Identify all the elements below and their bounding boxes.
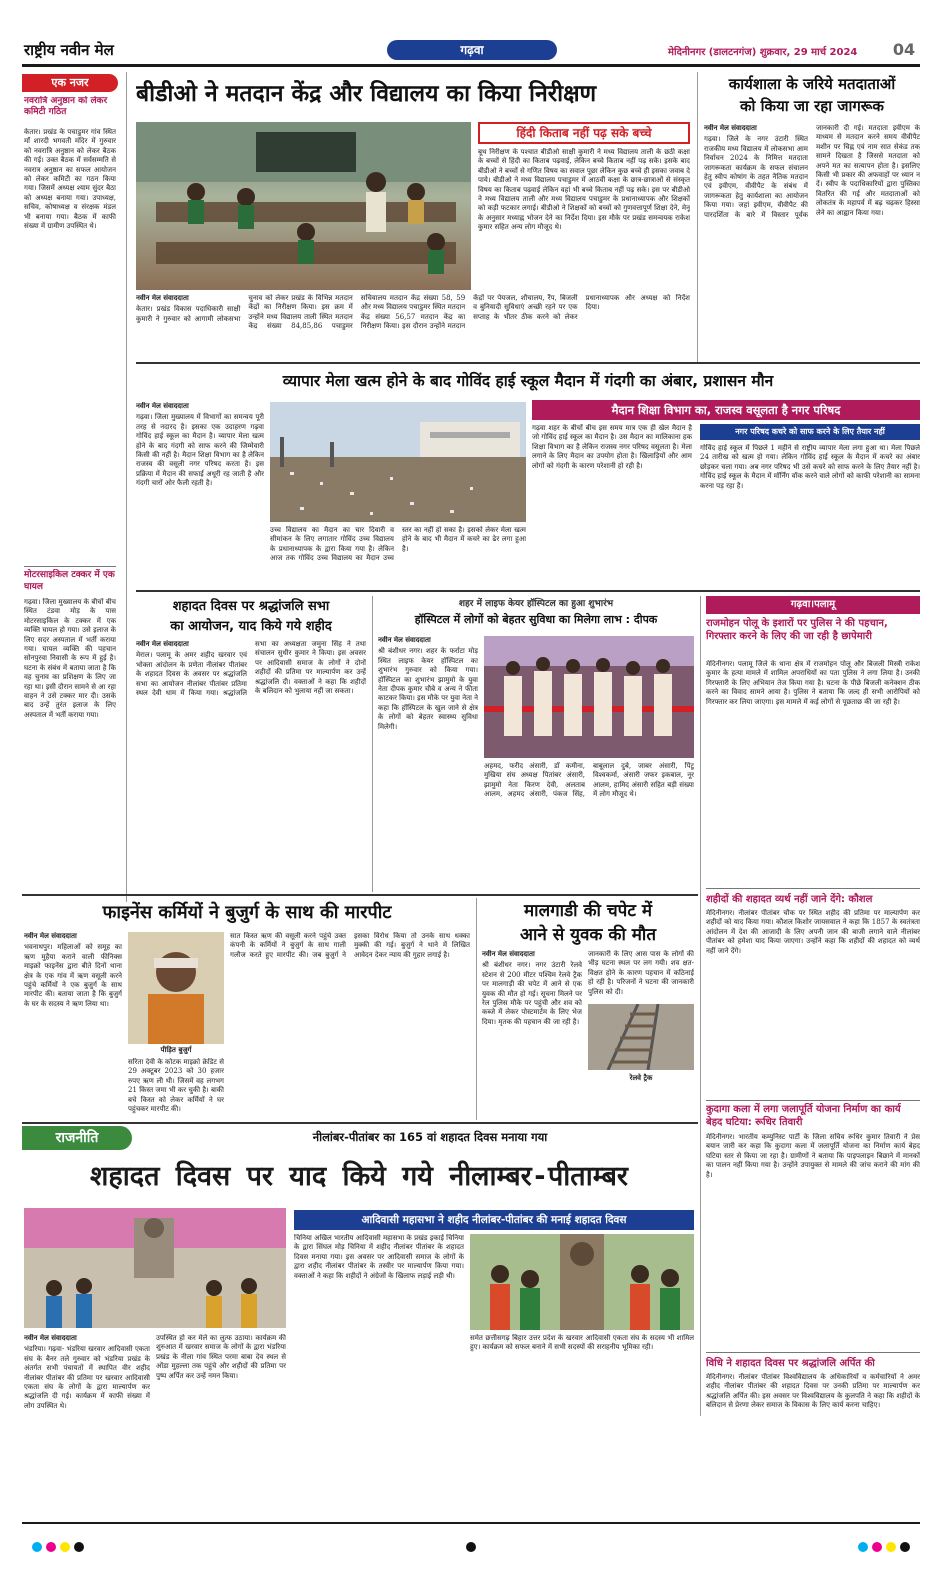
black-mark-right bbox=[900, 1542, 910, 1552]
ek-nazar-story2-title: मोटरसाइकिल टक्कर में एक घायल bbox=[24, 570, 115, 592]
malgadi-photo bbox=[588, 1004, 694, 1070]
section-tab bbox=[387, 40, 557, 60]
rajniti-subheadline: आदिवासी महासभा ने शहीद नीलांबर-पीतांबर की मनाई शहादत दिवस bbox=[361, 1214, 627, 1226]
date-line: मेदिनीनगर (डालटनगंज) शुक्रवार, 29 मार्च 2024 bbox=[668, 47, 858, 58]
finance-dateline: नवीन मेल संवाददाता bbox=[24, 932, 77, 940]
ek-nazar-divider bbox=[24, 566, 116, 567]
ek-nazar-label: एक नजर bbox=[22, 74, 118, 92]
rajniti-dateline: नवीन मेल संवाददाता bbox=[24, 1334, 77, 1342]
mela-callout-bar bbox=[700, 424, 920, 440]
finance-headline: फाइनेंस कर्मियों ने बुजुर्ग के साथ की मारपीट bbox=[102, 902, 392, 923]
malgadi-body-right: जानकारी के लिए आस पास के लोगों की भीड़ घटना स्थल पर लग गयी। शव क्षत-विक्षत होने के कारण पहचान में कठिनाई हो रही है। परिजनों ने घटना की जानकारी पुलिस को दी। bbox=[588, 950, 694, 996]
rajniti-body-right2: समेत छत्तीसगढ़ बिहार उत्तर प्रदेश के खरवार आदिवासी एकता संघ के सदस्य भी शामिल हुए। कार्यक्रम को सफल बनाने में सभी सदस्यों की सराहनीय भूमिका रही। bbox=[470, 1334, 694, 1352]
rajniti-body-mid: उपस्थित हो कर मेले का लुत्फ उठाया। कार्यक्रम की शुरुआत में खरवार समाज के लोगों के द्वारा भंडरिया प्रखंड के नीला गांव स्थित परमा बाबा देव स्थल से ओंडा मुहल्ला तक पहुंचे और शहीदों की प्रतिमा पर पुष्प अर्पित कर उन्हें नमन किया। bbox=[156, 1334, 286, 1380]
sabha-dateline: नवीन मेल संवाददाता bbox=[136, 640, 189, 648]
finance-rule bbox=[476, 898, 477, 1120]
mela-photo bbox=[270, 402, 526, 522]
bdo-photo bbox=[136, 122, 471, 290]
malgadi-caption: रेलवे ट्रैक bbox=[629, 1074, 653, 1082]
mela-headline: व्यापार मेला खत्म होने के बाद गोविंद हाई स्कूल मैदान में गंदगी का अंबार, प्रशासन मौन bbox=[282, 372, 774, 390]
garhwa-palamu-label-bar bbox=[706, 596, 920, 614]
rajniti-photo-right bbox=[470, 1234, 694, 1330]
rajniti-label: राजनीति bbox=[22, 1126, 132, 1150]
ground-image bbox=[270, 402, 526, 522]
bdo-col1: केतार। प्रखंड विकास पदाधिकारी साक्षी कुमारी ने गुरुवार को आगामी लोकसभा चुनाव को लेकर प्रखंड के विभिन्न मतदान केंद्रों का निरीक्षण किया। इस क्रम में उन्होंने मध्य विद्यालय ताली स्थित मतदान केंद्र संख्या 84,85,86 पचाडुमर सचिवालय मतदान केंद्र संख्या 58, 59 और मध्य विद्यालय पचाडुमर स्थित मतदान केंद्र संख्या 56,57 मतदान केंद्र का निरीक्षण किया। इस दौरान उन्होंने मतदान केंद्रों पर पेयजल, शौचालय, रैंप, बिजली व बुनियादी सुविधाएं अच्छी रहने पर एक सप्ताह के भीतर ठीक करने को लेकर प्रधानाध्यापक और अध्यक्ष को निर्देश दिया। bbox=[136, 294, 690, 331]
ek-nazar-story2-body: गढ़वा। जिला मुख्यालय के बीचों बीच स्थित टंडवा मोड़ के पास मोटरसाइकिल के टक्कर में एक व्यक्ति घायल हो गया। उसे इलाज के लिए सदर अस्पताल में भर्ती कराया गया। घायल व्यक्ति की पहचान सोनपुरवा निवासी के रूप में हुई है। घटना के संबंध में बताया जाता है कि वह चुनाव का प्रशिक्षण के लिए जा रहा था। इसी दौरान सामने से आ रहा वाहन ने उसे टक्कर मार दी। उसके बाद उन्हें तुरंत इलाज के लिए अस्पताल में भर्ती कराया गया। bbox=[24, 598, 116, 719]
mela-col3: गढ़वा शहर के बीचों बीच इस समय मात्र एक ही खेल मैदान है जो गोविंद हाई स्कूल का मैदान है। उस मैदान का मालिकाना हक शिक्षा विभाग का है लेकिन राजस्व नगर परिषद वसूलता है। मेला लगाने के लिए मैदान का उपयोग होता है। खिलाड़ियों और आम लोगों को गंदगी के कारण परेशानी हो रही है। bbox=[532, 424, 692, 470]
hospital-body-right: अहमद, फरीद अंसारी, डॉ कमीना, मुखिया संघ अध्यक्ष पितांबर अंसारी, झामुमो नेता किरण देवी, अलताब आलम, अहमद अंसारी, पंकज सिंह, बाबूलाल दुबे, जाबर अंसारी, पिंटू विश्वकर्मा, अंसारी जफर इकबाल, नूर आलम, हामिद अंसारी सहित बड़ी संख्या में लोग मौजूद थे। bbox=[484, 762, 694, 799]
sabha-headline-1: शहादत दिवस पर श्रद्धांजलि सभा bbox=[172, 599, 330, 614]
statue-garland-image bbox=[470, 1234, 694, 1330]
sabha-body: मेराल। पलामू के अमर शहीद खरवार एवं भोक्ता आंदोलन के प्रणेता नीलांबर पीतांबर के शहादत दिवस के अवसर पर श्रद्धांजलि सभा का आयोजन नीलांबर पीतांबर प्रतिमा स्थल देवी धाम में किया गया। श्रद्धांजलि सभा का अध्यक्षता जमुना सिंह ने तथा संचालन सुधीर कुमार ने किया। इस अवसर पर आदिवासी समाज के लोगों ने दोनों शहीदों की प्रतिमा पर माल्यार्पण कर उन्हें श्रद्धांजलि दी। वक्ताओं ने कहा कि शहीदों के बलिदान को भुलाया नहीं जा सकता। bbox=[136, 640, 366, 698]
palamu-story1-body: मेदिनीनगर। पलामू जिले के थाना क्षेत्र में राजमोहन पोलू और बिजली मिस्त्री राकेश कुमार के हत्या मामले में शामिल अपराधियों का पता पुलिस ने लगा लिया है। उनकी गिरफ्तारी के लिए अभियान तेज किया गया है। घटना के पीछे बिजली कनेक्शन ठीक करने का विवाद सामने आया है। पुलिस ने बताया कि जल्द ही सभी आरोपियों को गिरफ्तार कर लिया जाएगा। इस मामले में कई लोगों से पूछताछ की जा रही है। bbox=[706, 660, 920, 706]
sabha-rule bbox=[372, 596, 373, 892]
hospital-ribbon-image bbox=[484, 636, 694, 758]
railway-track-image bbox=[588, 1004, 694, 1070]
karyashala-headline-1: कार्यशाला के जरिये मतदाताओं bbox=[728, 75, 896, 93]
mela-subheadline-bar bbox=[532, 400, 920, 420]
karyashala-body: गढ़वा। जिले के नगर उंटारी स्थित राजकीय मध्य विद्यालय में लोकसभा आम निर्वाचन 2024 के निमित्त मतदाता जागरूकता कार्यक्रम के सफल संचालन हेतु स्वीप कोषांग के तहत नैतिक मतदान एवं इवीएम, वीवीपैट के संबंध में जागरूकता हेतु कार्यशाला का आयोजन किया गया। जहां इवीएम, वीवीपैट की पारदर्शिता के बारे में विस्तार पूर्वक जानकारी दी गई। मतदाता इवीएम के माध्यम से मतदान करने समय वीवीपैट मशीन पर चिह्न एवं नाम सात सेकंड तक सामने दिखता है जिससे मतदाता को अपने मत का सत्यापन होता है। इसलिए किसी भी प्रकार की अफवाहों पर ध्यान न दें। स्वीप के पदाधिकारियों द्वारा पुस्तिका वितरित की गई और मतदाताओं को लोकतंत्र के महापर्व में बढ़ चढ़कर हिस्सा लेने का आह्वान किया गया। bbox=[704, 124, 920, 219]
bdo-subheadline: हिंदी किताब नहीं पढ़ सके बच्चे bbox=[516, 126, 652, 140]
hospital-body-left: श्री बंशीधर नगर। शहर के फर्राटा मोड़ स्थित लाइफ केयर हॉस्पिटल का शुभारंभ गुरुवार को किया गया। हॉस्पिटल का शुभारंभ झामुमो के युवा नेता दीपक कुमार चौबे व अन्य ने फीता काटकर किया। इस मौके पर युवा नेता ने कहा कि हॉस्पिटल के खुल जाने से क्षेत्र के लोगों को बेहतर स्वास्थ्य सुविधा मिलेगी। bbox=[378, 647, 478, 731]
finance-body-mid: सरिता देवी के कोटक माइक्रो क्रेडिट से 29 अक्टूबर 2023 को 30 हजार रुपए ऋण ली थी। जिसमें वह लगभग 21 किस्त जमा भी कर चुकी है। बाकी बचे किस्त को लेकर कर्मियों ने घर पहुंचकर मारपीट की। bbox=[128, 1058, 224, 1114]
hospital-headline: हॉस्पिटल में लोगों को बेहतर सुविधा का मिलेगा लाभ : दीपक bbox=[414, 613, 658, 626]
palamu-story4-title: विधि ने शहादत दिवस पर श्रद्धांजलि अर्पित की bbox=[706, 1358, 875, 1369]
sabha-headline-2: का आयोजन, याद किये गये शहीद bbox=[170, 619, 332, 634]
karyashala-dateline: नवीन मेल संवाददाता bbox=[704, 124, 757, 132]
left-col-rule bbox=[126, 72, 127, 902]
section-label: गढ़वा bbox=[460, 43, 484, 57]
palamu-story3-title: कुदागा कला में लगा जलापूर्ति योजना निर्माण का कार्य बेहद घटिया: रूधिर तिवारी bbox=[706, 1104, 901, 1128]
mela-dateline: नवीन मेल संवाददाता bbox=[136, 402, 189, 410]
palamu-story1-title: राजमोहन पोलू के इशारों पर पुलिस ने की पहचान, गिरफ्तार करने के लिए की जा रही है छापेमारी bbox=[706, 618, 888, 642]
elderly-man-image bbox=[128, 932, 224, 1044]
ek-nazar-story1-title: नवरात्रि अनुष्ठान को लेकर कमिटी गठित bbox=[24, 96, 108, 117]
palamu-story3-body: मेदिनीनगर। भारतीय कम्युनिस्ट पार्टी के जिला सचिव रूधिर कुमार तिवारी ने प्रेस बयान जारी कर कहा कि कुदागा कला में जलापूर्ति योजना का निर्माण कार्य बेहद घटिया स्तर से किया जा रहा है। ग्रामीणों ने बताया कि पाइपलाइन बिछाने में मानकों का पालन नहीं किया गया है। उन्होंने उपायुक्त से मामले की जांच कराने की मांग की है। bbox=[706, 1133, 920, 1179]
mela-col2: उच्च विद्यालय का मैदान का चार दिवारी व सीमांकन के लिए लगातार गोविंद उच्च विद्यालय के प्रधानाध्यापक के द्वारा किया गया है। लेकिन आज तक गोविंद उच्च विद्यालय का मैदान उच्च स्तर का नहीं हो सका है। इसको लेकर मेला खत्म होने के बाद भी मैदान में कचरे का ढेर लगा हुआ है। bbox=[270, 526, 526, 563]
bdo-subheadline-box bbox=[478, 122, 690, 144]
registration-strip bbox=[22, 1540, 920, 1554]
footer-rule bbox=[22, 1522, 920, 1524]
malgadi-headline-2: आने से युवक की मौत bbox=[519, 925, 657, 945]
yellow-mark-right bbox=[886, 1542, 896, 1552]
mela-col1: गढ़वा। जिला मुख्यालय में विभागों का समन्वय पूरी तरह से नदारद है। इसका एक उदाहरण गढ़वा गोविंद हाई स्कूल का मैदान है। व्यापार मेला खत्म होने के बाद गंदगी को साफ करने की जिम्मेवारी किसी की नहीं है। मैदान शिक्षा विभाग का है लेकिन राजस्व की वसूली नगर परिषद करता है। इस प्रक्रिया में मैदान की सफाई अधूरी रह जाती है और गंदगी चारों ओर फैली रहती है। bbox=[136, 413, 264, 488]
mela-subheadline: मैदान शिक्षा विभाग का, राजस्व वसूलता है नगर परिषद bbox=[611, 403, 841, 417]
mela-callout: नगर परिषद कचरे को साफ करने के लिए तैयार नहीं bbox=[735, 427, 885, 436]
hospital-photo bbox=[484, 636, 694, 758]
palamu-divider-1 bbox=[706, 888, 920, 889]
rajniti-subheadline-bar bbox=[294, 1210, 694, 1230]
rajniti-left-wrap bbox=[24, 1334, 150, 1518]
mela-col4: गोविंद हाई स्कूल में पिछले 1 महीने से राष्ट्रीय व्यापार मेला लगा हुआ था। मेला पिछले 24 तारीख को खत्म हो गया। लेकिन गोविंद हाई स्कूल के मैदान में कचरे का अंबार छोड़कर चला गया। अब नगर परिषद भी उसे कचरे को साफ करने के लिए तैयार नहीं है। गोविंद हाई स्कूल के मैदान में मॉर्निंग वॉक करने वाले लोगों को काफी परेशानी का सामना करना पड़ रहा है। bbox=[700, 444, 920, 490]
cyan-mark-right bbox=[858, 1542, 868, 1552]
malgadi-dateline: नवीन मेल संवाददाता bbox=[482, 950, 535, 958]
rajniti-kicker: नीलांबर-पीतांबर का 165 वां शहादत दिवस मनाया गया bbox=[312, 1130, 548, 1144]
karyashala-headline-2: को किया जा रहा जागरूक bbox=[740, 97, 884, 115]
palamu-story4-body: मेदिनीनगर। नीलांबर पीतांबर विश्वविद्यालय के अधिकारियों व कर्मचारियों ने अमर शहीद नीलांबर पीतांबर की शहादत दिवस पर उनकी प्रतिमा पर माल्यार्पण कर श्रद्धांजलि अर्पित की। इस अवसर पर विश्वविद्यालय के कुलपति ने कहा कि शहीदों के बलिदान से प्रेरणा लेकर समाज के विकास के लिए कार्य करना चाहिए। bbox=[706, 1373, 920, 1410]
classroom-image bbox=[136, 122, 471, 290]
palamu-story2-title: शहीदों की शहादत व्यर्थ नहीं जाने देंगे: कौशल bbox=[706, 894, 873, 905]
masthead bbox=[22, 38, 920, 62]
palamu-divider-3 bbox=[706, 1352, 920, 1353]
bdo-col1-wrap bbox=[136, 294, 690, 354]
rule-below-sabha bbox=[22, 894, 698, 896]
hospital-kicker: शहर में लाइफ केयर हॉस्पिटल का हुआ शुभारंभ bbox=[458, 599, 614, 609]
mela-col1-wrap bbox=[136, 402, 264, 584]
finance-photo bbox=[128, 932, 224, 1044]
masthead-rule bbox=[22, 64, 920, 67]
magenta-mark-right bbox=[872, 1542, 882, 1552]
sabha-body-wrap bbox=[136, 640, 366, 890]
bdo-col2: बूथ निरीक्षण के पश्चात बीडीओ साक्षी कुमारी ने मध्य विद्यालय ताली के छठी कक्षा के बच्चों से हिंदी का किताब पढ़वाई, लेकिन बच्चे किताब नहीं पढ़ सके। इसके बाद बीडीओ ने बच्चों से गणित विषय का सवाल पूछा लेकिन कुछ बच्चे ही इसका जवाब दे पाये। बीडीओ ने मध्य विद्यालय पचाडुमर में आठवीं कक्षा के छात्र-छात्राओं से संस्कृत विषय का किताब पढ़वाई लेकिन वहां भी बच्चे किताब नहीं पढ़ सके। इस पर बीडीओ ने मध्य विद्यालय ताली और मध्य विद्यालय पचाडुमर के प्रधानाध्यापक और शिक्षकों को कड़ी फटकार लगाई। बीडीओ ने शिक्षकों को बच्चों को गुणवत्तापूर्ण शिक्षा देने, मेनू के अनुसार मध्याह्न भोजन देने का निर्देश दिया। इस मौके पर प्रखंड समन्वयक राकेश कुमार सहित अन्य लोग मौजूद थे। bbox=[478, 148, 690, 232]
malgadi-body-wrap bbox=[482, 950, 582, 1118]
hospital-dateline: नवीन मेल संवाददाता bbox=[378, 636, 431, 644]
rule-above-rajniti bbox=[22, 1122, 698, 1124]
finance-body-right: सात किस्त ऋण की वसूली करने पहुंचे उक्त कंपनी के कर्मियों ने बुजुर्ग के साथ गाली गलौज करते हुए मारपीट की। जब बुजुर्ग ने इसका विरोध किया तो उनके साथ धक्का मुक्की की गई। बुजुर्ग ने थाने में लिखित आवेदन देकर न्याय की गुहार लगाई है। bbox=[230, 932, 470, 959]
finance-caption: पीड़ित बुजुर्ग bbox=[160, 1046, 192, 1054]
bdo-dateline: नवीन मेल संवाददाता bbox=[136, 294, 189, 302]
palamu-divider-2 bbox=[706, 1100, 920, 1101]
hospital-left-wrap bbox=[378, 636, 478, 890]
rajniti-body-left: भंडरिया। गढ़वा- भंडरिया खरवार आदिवासी एकता संघ के बैनर तले गुरुवार को भंडरिया प्रखंड के अंतर्गत सभी पंचायतों में स्थापित वीर शहीद नीलांबर पीतांबर की प्रतिमा पर खरवार आदिवासी एकता संघ के लोगों के द्वारा माल्यार्पण कर श्रद्धांजलि दी गई। कार्यक्रम में काफी संख्या में लोग उपस्थित थे। bbox=[24, 1345, 150, 1410]
rajniti-photo-left bbox=[24, 1208, 286, 1328]
hospital-right-rule bbox=[700, 596, 701, 1416]
magenta-mark bbox=[46, 1542, 56, 1552]
rule-below-bdo bbox=[136, 362, 920, 364]
karyashala-body-wrap bbox=[704, 124, 920, 356]
finance-body-left: भवनाथपुर। महिलाओं को समूह का ऋण मुहैया कराने वाली फीनिक्स माइक्रो फाइनेंस द्वारा बीते दिनों थाना क्षेत्र के एक गांव में ऋण वसूली करने पहुंचे कर्मियों ने एक बुजुर्ग के साथ मारपीट की। बताया जाता है कि बुजुर्ग के घर के सदस्य ने ऋण लिया था। bbox=[24, 943, 122, 1008]
paper-name: राष्ट्रीय नवीन मेल bbox=[24, 41, 114, 59]
rajniti-body-right: चिनिया अखिल भारतीय आदिवासी महासभा के प्रखंड इकाई चिनिया के द्वारा सिंघल मोड़ चिनिया में शहीद नीलांबर पीतांबर के शहादत दिवस मनाया गया। इस अवसर पर आदिवासी समाज के लोगों के द्वारा शहीद नीलांबर पीतांबर के तस्वीर पर माल्यार्पण किया गया। वक्ताओं ने कहा कि शहीदों ने अंग्रेजों के खिलाफ लड़ाई लड़ी थी। bbox=[294, 1234, 464, 1280]
malgadi-body: श्री बंशीधर नगर। नगर उंटारी रेलवे स्टेशन से 200 मीटर पश्चिम रेलवे ट्रैक पर मालगाड़ी की चपेट में आने से एक युवक की मौत हो गई। सूचना मिलने पर रेल पुलिस मौके पर पहुंची और शव को कब्जे में लेकर पोस्टमार्टम के लिए भेज दिया। मृतक की पहचान की जा रही है। bbox=[482, 961, 582, 1026]
ek-nazar-story1-body: केतार। प्रखंड के पचाडुमर गांव स्थित माँ शारदी भगवती मंदिर में गुरुवार को नवरात्रि अनुष्ठान को लेकर बैठक की गई। उक्त बैठक में सर्वसम्मति से नवरात्र अनुष्ठान का सफल आयोजन को लेकर कमिटी का गठन किया गया। जिसमें अध्यक्ष श्याम सुंदर बैठा को अध्यक्ष बनाया गया। उपाध्यक्ष, सचिव, कोषाध्यक्ष व संरक्षक मंडल भी बनाया गया। बैठक में काफी संख्या में ग्रामीण उपस्थित थे। bbox=[24, 128, 116, 231]
martyr-tribute-image bbox=[24, 1208, 286, 1328]
rajniti-headline: शहादत दिवस पर याद किये गये नीलाम्बर-पीताम्बर bbox=[90, 1161, 628, 1192]
garhwa-palamu-label: गढ़वा।पलामू bbox=[790, 599, 836, 610]
finance-left-wrap bbox=[24, 932, 122, 1118]
center-mark bbox=[466, 1542, 476, 1552]
bdo-headline: बीडीओ ने मतदान केंद्र और विद्यालय का किया निरीक्षण bbox=[136, 81, 597, 107]
yellow-mark bbox=[60, 1542, 70, 1552]
black-mark bbox=[74, 1542, 84, 1552]
bdo-right-rule bbox=[697, 72, 698, 362]
cyan-mark bbox=[32, 1542, 42, 1552]
malgadi-headline-1: मालगाडी की चपेट में bbox=[524, 901, 652, 921]
rule-below-mela bbox=[136, 590, 920, 592]
palamu-story2-body: मेदिनीनगर। नीलांबर पीतांबर चौक पर स्थित शहीद की प्रतिमा पर माल्यार्पण कर शहीदों को याद किया गया। कौशल किशोर जायसवाल ने कहा कि 1857 के स्वतंत्रता आंदोलन में देश की आजादी के लिए अपनी जान की बाजी लगाने वाले नीलांबर पीतांबर को हमेशा याद किया जाएगा। उन्होंने कहा कि शहीदों की शहादत को व्यर्थ नहीं जाने देंगे। bbox=[706, 909, 920, 955]
page-number: 04 bbox=[890, 36, 918, 64]
